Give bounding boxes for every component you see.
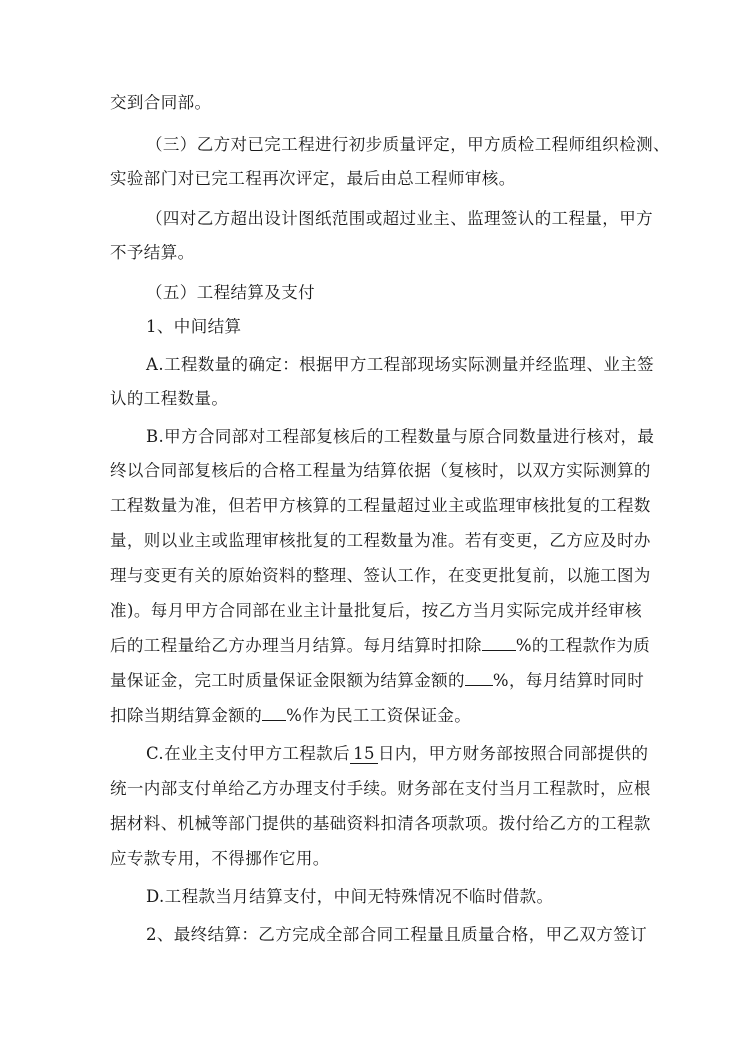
text-segment: 日内，甲方财务部按照合同部提供的 xyxy=(377,744,649,763)
text-line xyxy=(110,666,645,696)
filled-blank: 15 xyxy=(350,745,378,764)
section-heading: （五）工程结算及支付 xyxy=(146,283,315,302)
text-segment: 扣除当期结算金额的 xyxy=(110,706,263,725)
text-line: A.工程数量的确定：根据甲方工程部现场实际测量并经监理、业主签 xyxy=(146,355,655,374)
text-line: 理与变更有关的原始资料的整理、签认工作，在变更批复前，以施工图为 xyxy=(110,566,651,585)
text-line: 据材料、机械等部门提供的基础资料扣清各项款项。拨付给乙方的工程款 xyxy=(110,814,651,833)
text-segment: C.在业主支付甲方工程款后 xyxy=(146,744,350,763)
text-line: 不予结算。 xyxy=(110,243,195,262)
text-segment: %作为民工工资保证金。 xyxy=(286,706,472,725)
text-line: 统一内部支付单给乙方办理支付手续。财务部在支付当月工程款时，应根 xyxy=(110,779,651,798)
text-segment: 后的工程量给乙方办理当月结算。每月结算时扣除 xyxy=(110,636,482,655)
text-segment: 量保证金，完工时质量保证金限额为结算金额的 xyxy=(110,671,465,690)
text-line: D.工程款当月结算支付，中间无特殊情况不临时借款。 xyxy=(146,887,554,906)
text-line xyxy=(110,701,642,731)
text-line: （三）乙方对已完工程进行初步质量评定，甲方质检工程师组织检测、 xyxy=(146,135,670,154)
fill-in-blank xyxy=(482,650,516,651)
text-line: 准)。每月甲方合同部在业主计量批复后，按乙方当月实际完成并经审核 xyxy=(110,601,642,620)
text-line: 终以合同部复核后的合格工程量为结算依据（复核时，以双方实际测算的 xyxy=(110,461,651,480)
text-line xyxy=(146,739,649,769)
text-line: B.甲方合同部对工程部复核后的工程数量与原合同数量进行核对，最 xyxy=(146,427,655,446)
text-segment: %，每月结算时同时 xyxy=(492,671,645,690)
text-line: （四对乙方超出设计图纸范围或超过业主、监理签认的工程量，甲方 xyxy=(146,209,653,228)
text-line: 实验部门对已完工程再次评定，最后由总工程师审核。 xyxy=(110,169,516,188)
fill-in-blank xyxy=(262,720,286,721)
text-segment: %的工程款作为质 xyxy=(515,636,651,655)
text-line: 认的工程数量。 xyxy=(110,389,229,408)
text-line: 量，则以业主或监理审核批复的工程数量为准。若有变更，乙方应及时办 xyxy=(110,531,651,550)
subsection-heading: 1、中间结算 xyxy=(146,317,242,336)
fill-in-blank xyxy=(465,685,493,686)
text-line xyxy=(110,631,651,661)
text-line: 交到合同部。 xyxy=(110,93,212,112)
text-line: 工程数量为准，但若甲方核算的工程量超过业主或监理审核批复的工程数 xyxy=(110,496,651,515)
text-line: 应专款专用，不得挪作它用。 xyxy=(110,849,330,868)
text-line: 2、最终结算：乙方完成全部合同工程量且质量合格，甲乙双方签订 xyxy=(146,925,647,944)
